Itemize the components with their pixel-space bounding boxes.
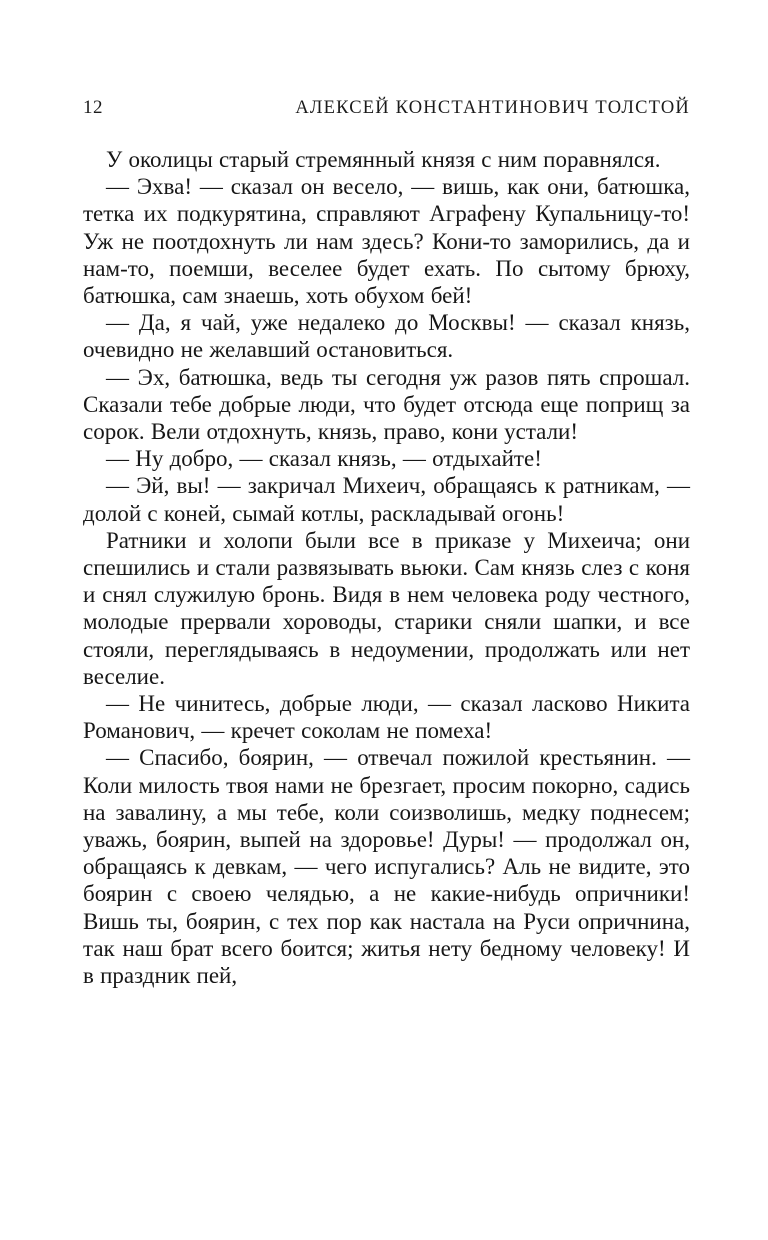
- paragraph: У околицы старый стремянный князя с ним поравнялся.: [106, 147, 661, 172]
- paragraph: Ратники и холопи были все в приказе у Михеича; они спешились и стали развязывать вьюки. Сам князь слез с коня и снял служилую бронь. Видя в нем человека роду честного, молодые прервали хороводы, старики сняли шапки, и все стояли, переглядываясь в недоумении, продолжать или нет веселие.: [83, 527, 690, 689]
- paragraph: — Не чинитесь, добрые люди, — сказал ласково Никита Романович, — кречет соколам не помеха!: [83, 691, 690, 744]
- paragraph: — Эхва! — сказал он весело, — вишь, как они, батюшка, тетка их подкурятина, справляют Аграфену Купальницу-то! Уж не поотдохнуть ли нам здесь? Кони-то заморились, да и нам-то, поемши, веселее будет ехать. По сытому брюху, батюшка, сам знаешь, хоть обухом бей!: [83, 174, 690, 309]
- running-head-author: АЛЕКСЕЙ КОНСТАНТИНОВИЧ ТОЛСТОЙ: [295, 98, 690, 118]
- page-number: 12: [83, 97, 103, 118]
- paragraph: — Эх, батюшка, ведь ты сегодня уж разов пять спрошал. Сказали тебе добрые люди, что будет отсюда еще поприщ за сорок. Вели отдохнуть, князь, право, кони устали!: [83, 364, 690, 445]
- body-text: [83, 146, 690, 989]
- paragraph: — Да, я чай, уже недалеко до Москвы! — сказал князь, очевидно не желавший остановиться.: [83, 310, 690, 363]
- paragraph: — Ну добро, — сказал князь, — отдыхайте!: [106, 446, 542, 472]
- paragraph: — Эй, вы! — закричал Михеич, обращаясь к ратникам, — долой с коней, сымай котлы, раскладывай огонь!: [83, 473, 690, 526]
- running-header: [83, 97, 690, 119]
- paragraph: — Спасибо, боярин, — отвечал пожилой крестьянин. — Коли милость твоя нами не брезгает, просим покорно, садись на завалину, а мы тебе, коли соизволишь, медку поднесем; уважь, боярин, выпей на здоровье! Дуры! — продолжал он, обращаясь к девкам, — чего испугались? Аль не видите, это боярин с своею челядью, а не какие-нибудь опричники! Вишь ты, боярин, с тех пор как настала на Руси опричнина, так наш брат всего боится; житья нету бедному человеку! И в праздник пей,: [83, 745, 690, 989]
